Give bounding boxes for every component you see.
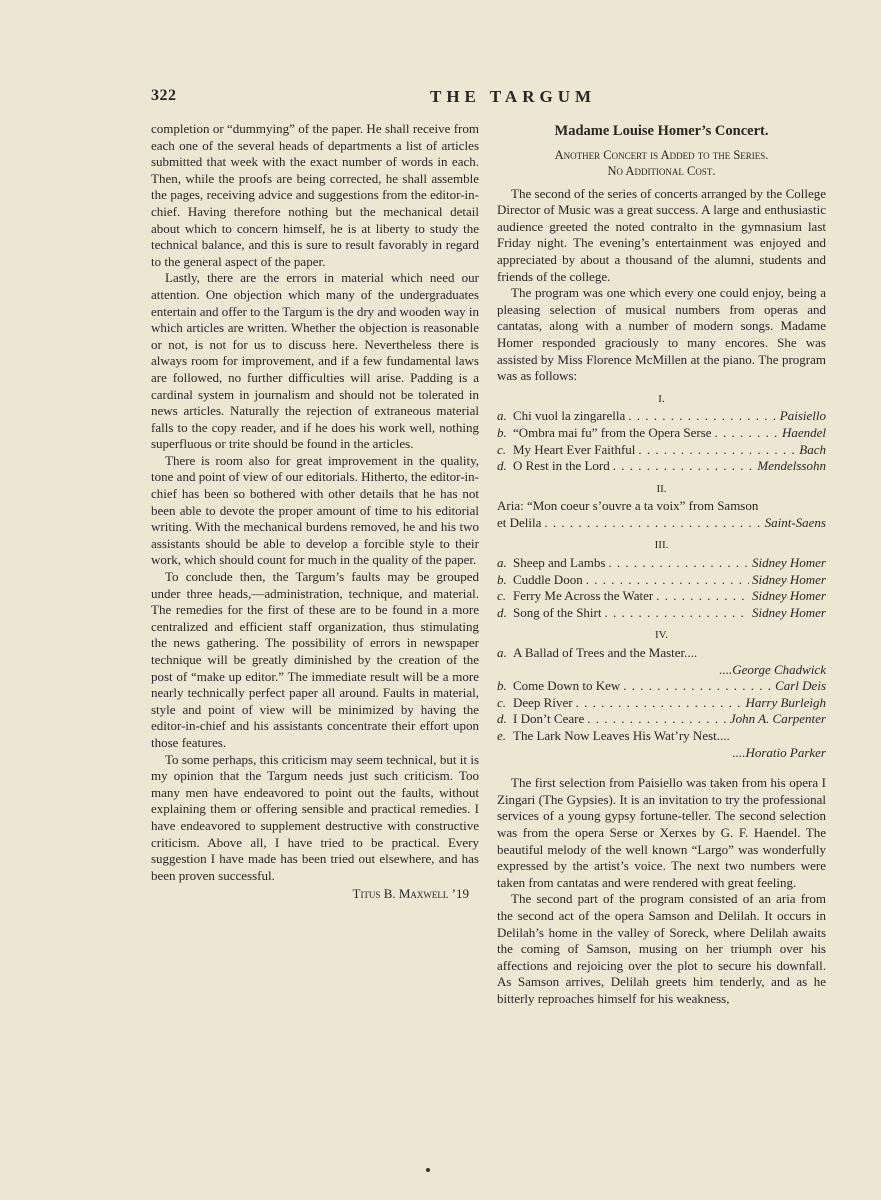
dot-leader xyxy=(656,588,749,605)
article-subtitle xyxy=(497,147,826,179)
dot-leader xyxy=(608,555,749,572)
program-item-letter: c. xyxy=(497,441,507,457)
left-column xyxy=(151,121,479,903)
program-item-title: Deep River xyxy=(513,694,573,710)
program-item xyxy=(497,645,826,662)
program-item-composer: ....George Chadwick xyxy=(719,661,826,677)
left-paragraph: completion or “dummying” of the paper. He shall receive from each one of the several heads of departments a list of articles submitted that week with the exact number of words in each. Then, while the proofs are being corrected, he shall assemble the pages, receiving advice and suggestions from the editor-in-chief. Having therefore nothing but the mechanical detail about which to concern himself, he is at liberty to study the technical balance, and this is sure to result favorably in regard to the general aspect of the paper. xyxy=(151,121,479,269)
program-item-composer: Haendel xyxy=(781,424,826,440)
dot-leader xyxy=(638,442,796,459)
program-item xyxy=(497,442,826,459)
program-section-numeral: III. xyxy=(654,539,669,552)
dot-leader xyxy=(715,425,779,442)
program-item-title: Song of the Shirt xyxy=(513,604,602,620)
author-signature: Titus B. Maxwell ’19 xyxy=(352,886,469,902)
program-item-composer: Saint-Saens xyxy=(764,514,826,530)
program-item-title: My Heart Ever Faithful xyxy=(513,441,636,457)
program-item xyxy=(497,588,826,605)
program-item-letter: c. xyxy=(497,694,507,710)
program-section-numeral: IV. xyxy=(655,629,668,642)
closing-paragraph: The second part of the program consisted of an aria from the second act of the opera Samson and Delilah. It occurs in Delilah’s home in the valley of Soreck, where Delilah awaits the coming of Samson, musing on her triumph over his affections and rejoicing over the plot to secure his downfall. As Samson arrives, Delilah greets him tenderly, and as he bitterly reproaches himself for his weakness, xyxy=(497,891,826,1006)
program-item-composer: Paisiello xyxy=(779,408,826,424)
program-item xyxy=(497,695,826,712)
program-item xyxy=(497,425,826,442)
program-item-composer: ....Horatio Parker xyxy=(732,744,826,760)
program-item-composer: Bach xyxy=(799,441,826,457)
program-item-letter: a. xyxy=(497,645,507,661)
program-section-numeral: II. xyxy=(656,482,667,495)
program-item-composer: Mendelssohn xyxy=(757,458,826,474)
program-item-letter: d. xyxy=(497,711,507,727)
dot-leader xyxy=(576,695,743,712)
program-item-letter: d. xyxy=(497,458,507,474)
article-title: Madame Louise Homer’s Concert. xyxy=(554,123,769,139)
program-item-letter: c. xyxy=(497,588,507,604)
program-item xyxy=(497,458,826,475)
program-item xyxy=(497,555,826,572)
program-item-letter: e. xyxy=(497,728,507,743)
dot-leader xyxy=(587,711,727,728)
program-item-letter: a. xyxy=(497,555,507,571)
program-item xyxy=(497,515,826,532)
left-paragraph: There is room also for great improvement in the quality, tone and point of view of our editorials. Hitherto, the editor-in-chief has been so bothered with other details that he has not been able to devote the proper amount of time to his editorial writing. With the mechanical burdens removed, he and his two assistants should be able to develop a forcible style to their work, which should count for much in the quality of the paper. xyxy=(151,452,479,568)
program-item-letter: d. xyxy=(497,604,507,620)
dot-leader xyxy=(628,408,777,425)
left-paragraph: To some perhaps, this criticism may seem technical, but it is my opinion that the Targum needs just such criticism. Too many men have endeavored to point out the faults, without explaining them or offering sensible and practical remedies. I have endeavored to supplement destructive with constructive criticism. Above all, I have tried to be practical. Every suggestion I have made has been tried out elsewhere, and has been proven successful. xyxy=(151,751,479,883)
program-item-composer: Sidney Homer xyxy=(751,555,826,571)
program-item xyxy=(497,728,826,745)
program-item-title: I Don’t Ceare xyxy=(513,711,585,727)
program-item-composer: Carl Deis xyxy=(775,678,826,694)
program-item-title: Chi vuol la zingarella xyxy=(513,408,626,424)
program-item-letter: a. xyxy=(497,408,507,424)
program-item-title: “Ombra mai fu” from the Opera Serse xyxy=(513,424,712,440)
program-item-composer: Sidney Homer xyxy=(751,571,826,587)
intro-paragraph: The program was one which every one could enjoy, being a pleasing selection of musical numbers from operas and cantatas, along with a number of modern songs. Madame Homer responded graciously to many encores. She was assisted by Miss Florence McMillen at the piano. The program was as follows: xyxy=(497,285,826,384)
program-section-numeral: I. xyxy=(658,392,665,405)
program-item-composer: Sidney Homer xyxy=(751,604,826,620)
program-item xyxy=(497,408,826,425)
spacer xyxy=(497,761,826,775)
intro-paragraph: The second of the series of concerts arranged by the College Director of Music was a great success. A large and enthusiastic audience greeted the noted contralto in the gymnasium last Friday night. The evening’s entertainment was enjoyed and appreciated by about a thousand of the alumni, students and friends of the college. xyxy=(497,185,826,284)
program-item-title: O Rest in the Lord xyxy=(513,458,610,474)
program-item-title: Ferry Me Across the Water xyxy=(513,588,654,604)
program-item-title: Come Down to Kew xyxy=(513,678,621,694)
dot-leader xyxy=(623,678,772,695)
program-item-composer: Sidney Homer xyxy=(751,588,826,604)
subtitle-line: No Additional Cost. xyxy=(607,163,716,178)
program-item-title: Cuddle Doon xyxy=(513,571,583,587)
program-item-composer: Harry Burleigh xyxy=(745,694,826,710)
program-item-letter: b. xyxy=(497,571,507,587)
program-aria-line: Aria: “Mon coeur s’ouvre a ta voix” from Samson xyxy=(497,498,759,514)
closing-paragraph: The first selection from Paisiello was taken from his opera I Zingari (The Gypsies). It is an invitation to try the professional services of a young gypsy fortune-teller. The second selection was from the opera Serse or Xerxes by G. F. Haendel. The beautiful melody of the well known “Largo” was wonderfully expressed by the artist’s voice. The next two numbers were taken from cantatas and were rendered with great feeling. xyxy=(497,775,826,890)
program-item xyxy=(497,605,826,622)
page-mark xyxy=(426,1168,430,1172)
program-item-letter: b. xyxy=(497,424,507,440)
running-head: THE TARGUM xyxy=(430,87,597,106)
dot-leader xyxy=(604,605,749,622)
program-item-title: The Lark Now Leaves His Wat’ry Nest.... xyxy=(513,728,730,743)
dot-leader xyxy=(544,515,761,532)
program-item xyxy=(497,572,826,589)
program-item xyxy=(497,678,826,695)
program-item-letter: b. xyxy=(497,678,507,694)
program-item-title: Sheep and Lambs xyxy=(513,555,606,571)
page-number: 322 xyxy=(151,87,177,104)
program-item-title: et Delila xyxy=(497,514,542,530)
program-item-title: A Ballad of Trees and the Master.... xyxy=(513,645,698,661)
left-paragraph: Lastly, there are the errors in material which need our attention. One objection which many of the undergraduates entertain and offer to the Targum is the dry and wooden way in which articles are written. Whether the objection is reasonable or not, is not for us to discuss here. Nevertheless there is always room for improvement, and if a few fundamental laws are followed, no further difficulties will arise. Padding is a cardinal system in journalism and should not be tolerated in news articles. Naturally the rejection of extraneous material falls to the copy reader, and if he does his work well, nothing superfluous or trite should be found in the articles. xyxy=(151,270,479,452)
subtitle-line: Another Concert is Added to the Series. xyxy=(554,147,769,162)
program-item xyxy=(497,711,826,728)
right-column xyxy=(497,121,826,1008)
dot-leader xyxy=(613,458,755,475)
program-item-composer: John A. Carpenter xyxy=(729,711,826,727)
dot-leader xyxy=(586,572,749,589)
left-paragraph: To conclude then, the Targum’s faults may be grouped under three heads,—administration, technique, and material. The remedies for the first of these are to be found in a more centralized and efficient staff organization, thus stimulating the news gathering. The possibility of errors in newspaper technique will be greatly diminished by the creation of the post of “make up editor.” The immediate result will be a more nearly technically perfect paper all around. Faults in material, style and point of view will be minimized by having the editor-in-chief and his assistants concentrate their effort upon those features. xyxy=(151,569,479,750)
